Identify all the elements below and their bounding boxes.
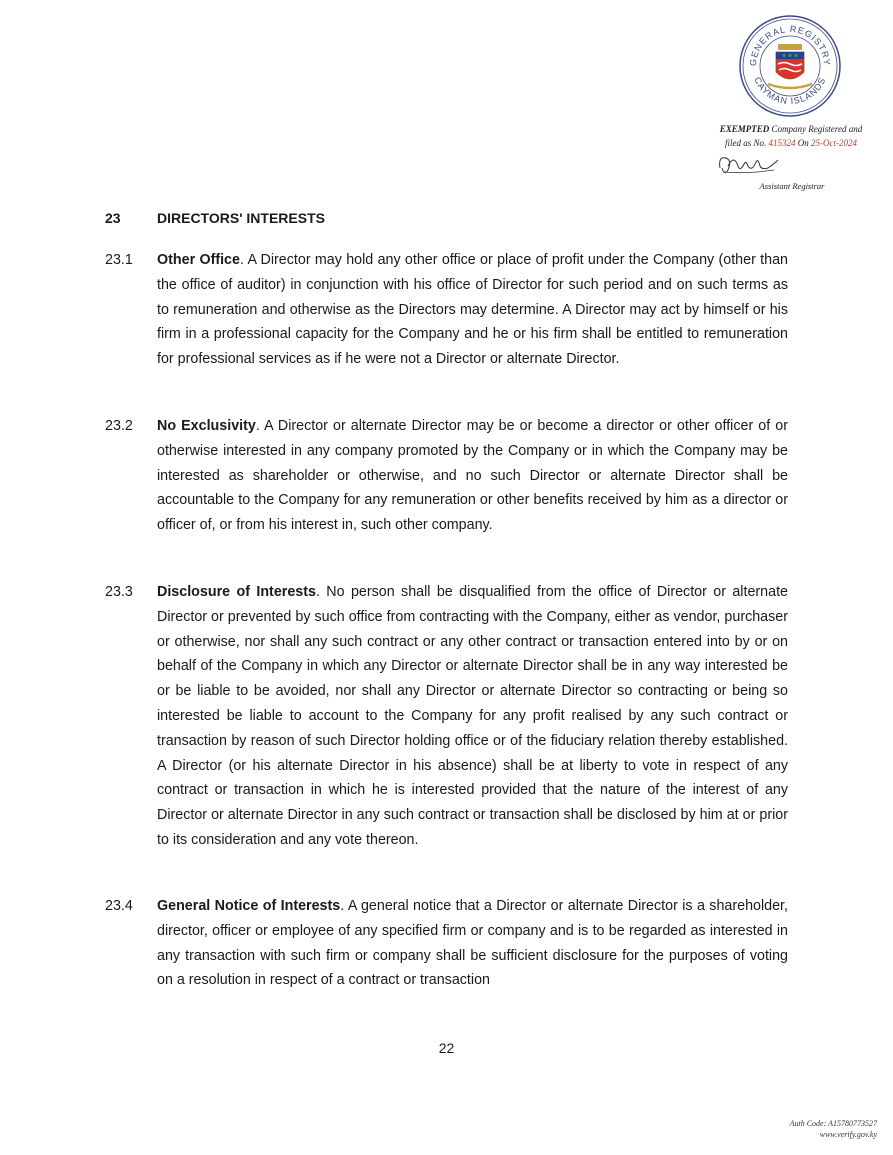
stamp-filing-line: [700, 136, 882, 150]
registrar-signature: [716, 150, 780, 178]
stamp-registration-line: [700, 122, 882, 136]
clause-number: 23.4: [105, 898, 133, 914]
clause-text: . A Director may hold any other office or place of profit under the Company (other than the office of auditor) in conjunction with his office of Director for such period and on such terms as to remuneration and otherwise as the Directors may determine. A Director may act by himself or his firm in a professional capacity for the Company and he or his firm shall be entitled to remuneration for professional services as if he were not a Director or alternate Director.: [157, 252, 788, 368]
clause-heading: General Notice of Interests: [157, 898, 341, 914]
seal-top-text: GENERAL REGISTRY: [747, 23, 833, 67]
coat-of-arms-icon: [768, 44, 812, 88]
clause-number: 23.2: [105, 418, 133, 434]
section-title: DIRECTORS' INTERESTS: [157, 210, 325, 226]
clause-heading: Other Office: [157, 252, 240, 268]
clause-heading: Disclosure of Interests: [157, 584, 316, 600]
registration-number: 415324: [768, 138, 796, 148]
clause-number: 23.3: [105, 584, 133, 600]
seal-bottom-text: CAYMAN ISLANDS: [752, 75, 828, 107]
clause-body: [157, 894, 788, 993]
clause-text: . No person shall be disqualified from the office of Director or alternate Director or prevented by such office from contracting with the Company, either as vendor, purchaser or otherwise, nor shall any such contract or any other contract or transaction entered into by or on behalf of the Company in which any Director or alternate Director shall be in any way interested be or be liable to be avoided, nor shall any Director or alternate Director so contracting or being so interested be liable to account to the Company for any profit realised by any such contract or transaction by reason of such Director holding office or of the fiduciary relation thereby established. A Director (or his alternate Director in his absence) shall be at liberty to vote in respect of any contract or transaction in which he is interested provided that the nature of the interest of any Director or alternate Director in any such contract or transaction shall be disclosed by him at or prior to its consideration and any vote thereon.: [157, 584, 788, 848]
registered-text: Company Registered and: [769, 124, 863, 134]
clause-body: [157, 248, 788, 372]
auth-code: Auth Code: A15780773527: [789, 1119, 877, 1128]
verify-website: www.verify.gov.ky: [819, 1130, 877, 1139]
clause-body: [157, 580, 788, 853]
clause-number: 23.1: [105, 252, 133, 268]
clause-text: . A Director or alternate Director may be or become a director or other officer of or otherwise interested in any company promoted by the Company or in which the Company may be interested as shareholder or otherwise, and no such Director or alternate Director shall be accountable to the Company for any remuneration or other benefits received by him as a director or officer of, or from his interest in, such other company.: [157, 418, 788, 534]
clause-text: . A general notice that a Director or alternate Director is a shareholder, director, officer or employee of any specified firm or company and is to be regarded as interested in any transaction with such firm or company shall be sufficient disclosure for the purposes of voting on a resolution in respect of a contract or transaction: [157, 898, 788, 989]
page-number: 22: [438, 1040, 455, 1056]
clause-body: [157, 414, 788, 538]
section-number: 23: [105, 210, 121, 226]
clause-heading: No Exclusivity: [157, 418, 256, 434]
section-heading: [105, 207, 795, 229]
on-text: On: [795, 138, 811, 148]
auth-footer: [677, 1118, 877, 1140]
exempted-label: EXEMPTED: [719, 124, 770, 134]
registry-seal: [738, 14, 842, 118]
registrar-title: Assistant Registrar: [759, 181, 825, 191]
filed-as-text: filed as No.: [724, 138, 769, 148]
filing-date: 25-Oct-2024: [811, 138, 857, 148]
